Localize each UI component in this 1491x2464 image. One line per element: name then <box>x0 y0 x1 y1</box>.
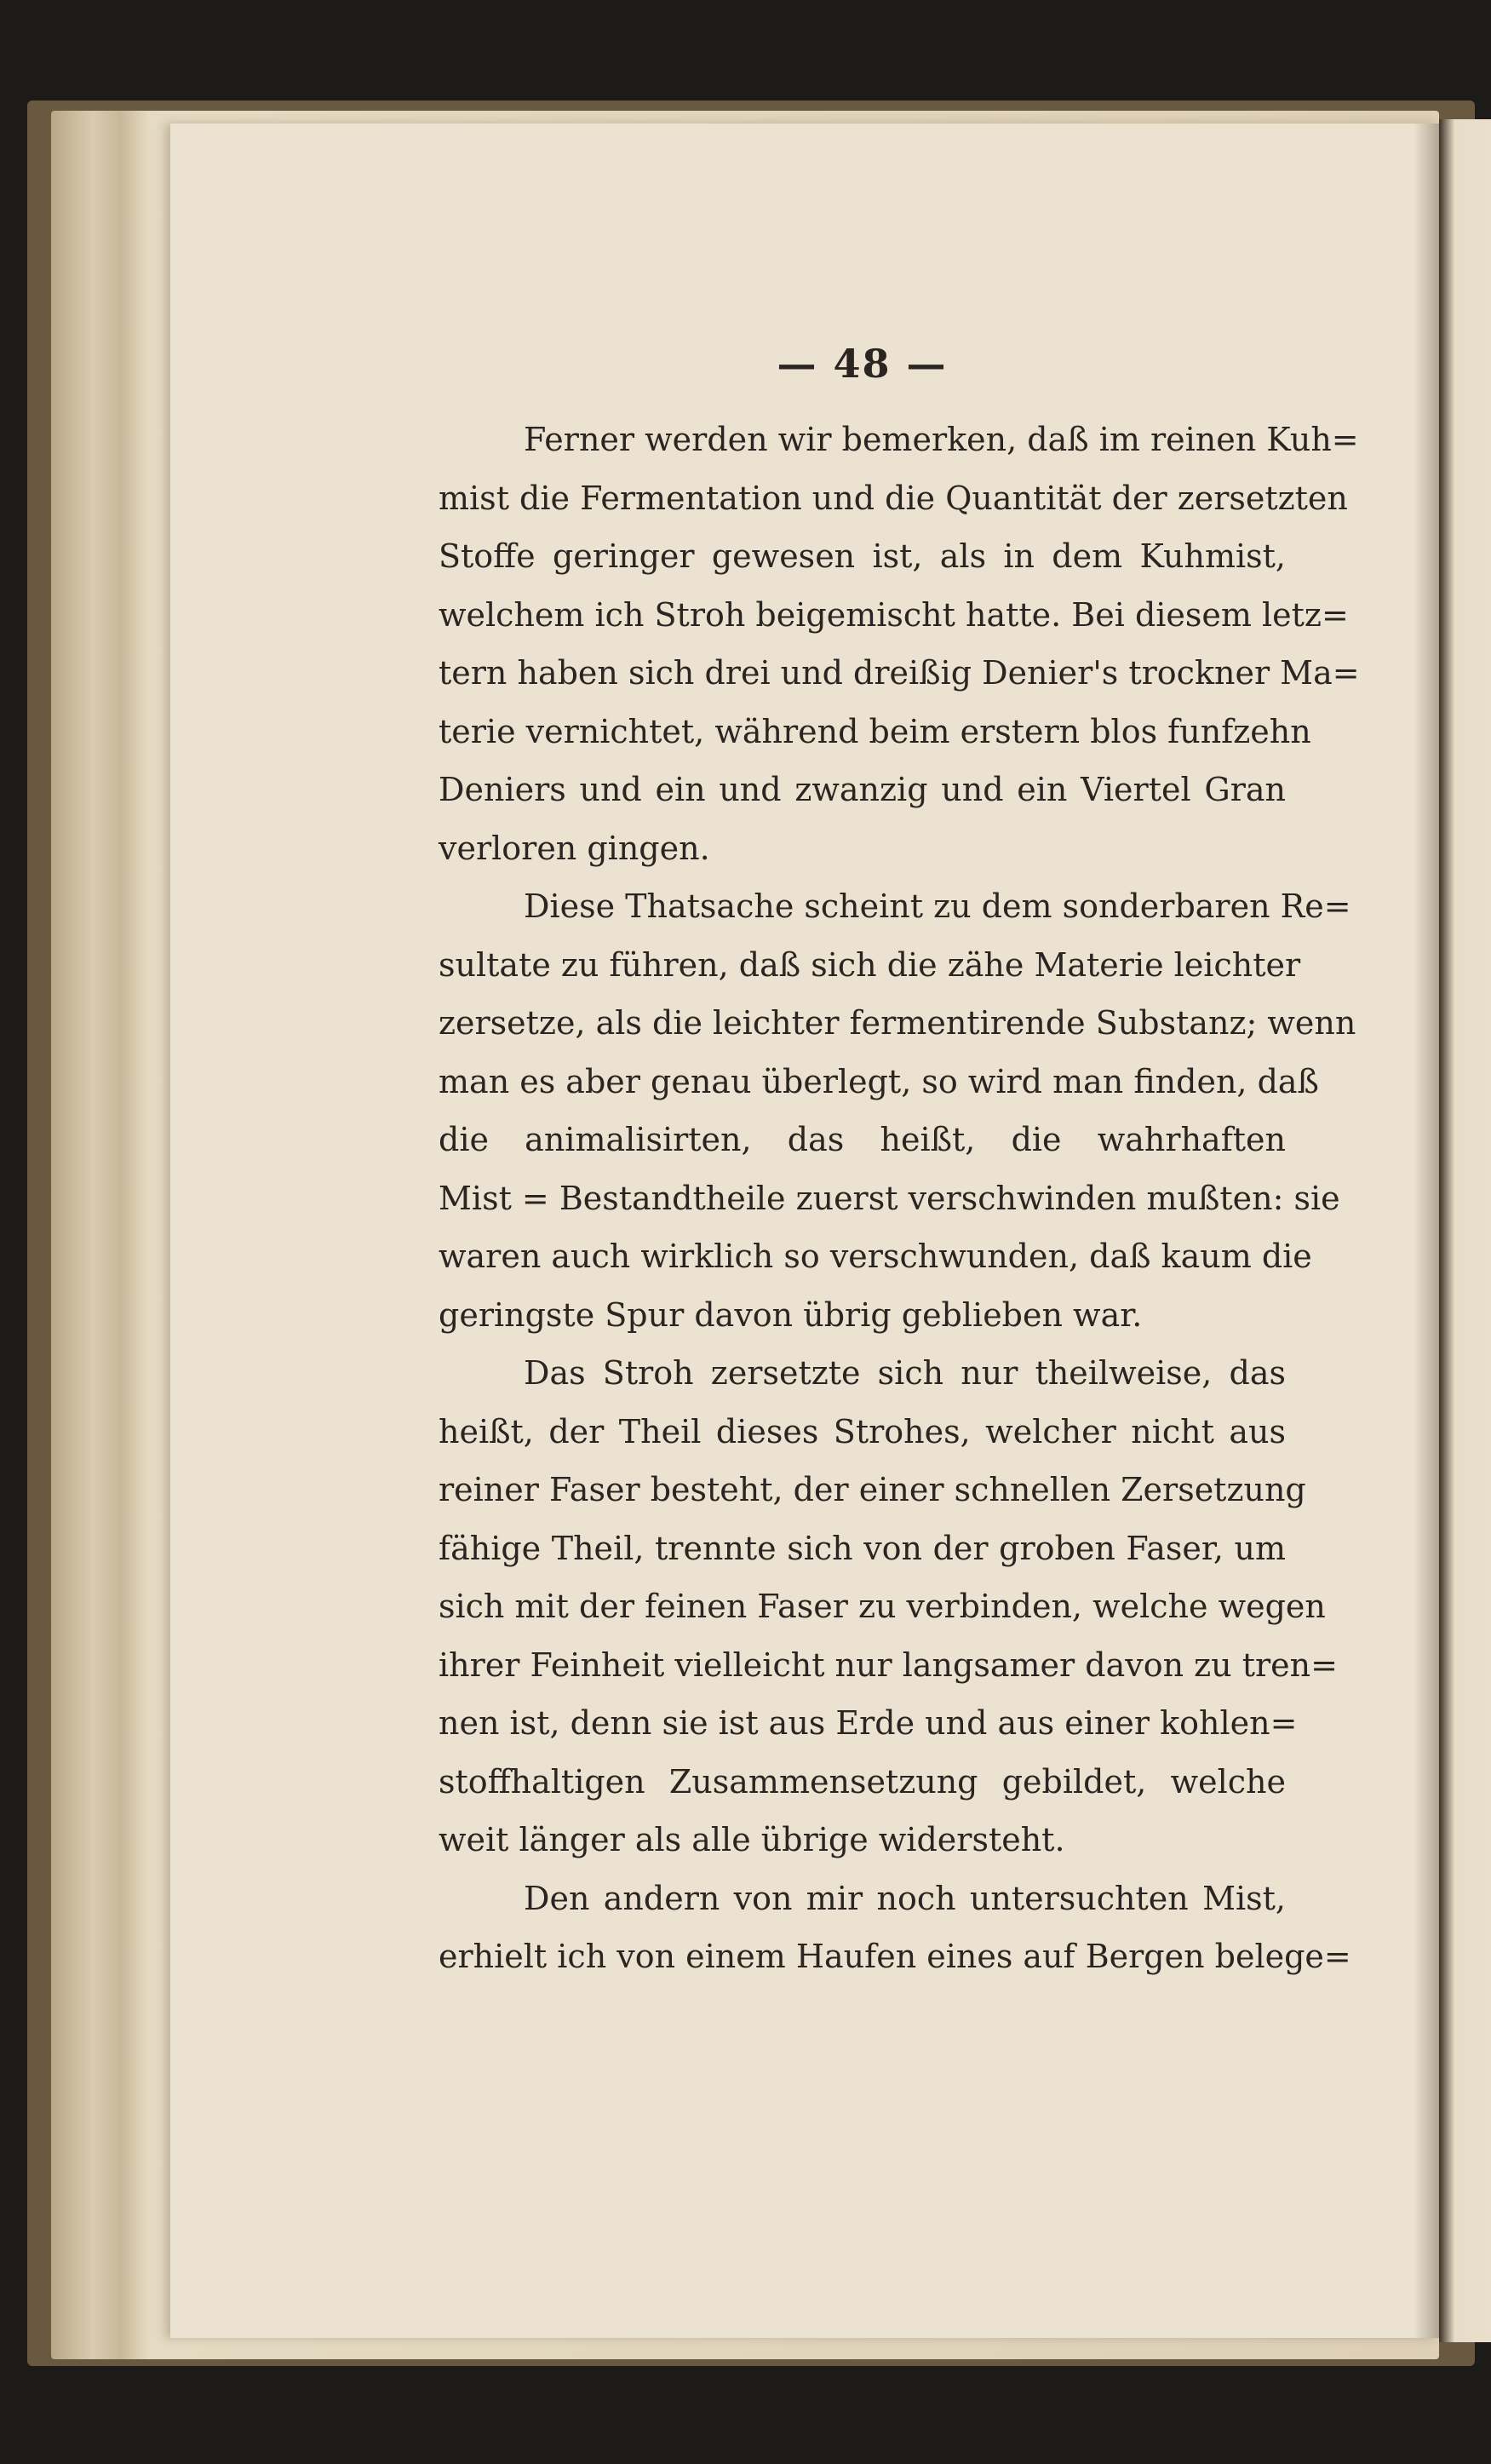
text-line: nen ist, denn sie ist aus Erde und aus einer kohlen= <box>439 1704 1298 1742</box>
text-lines <box>439 411 1360 1986</box>
facing-page-edge <box>1439 119 1491 2342</box>
text-line: weit länger als alle übrige widersteht. <box>439 1821 1065 1858</box>
text-line: man es aber genau überlegt, so wird man finden, daß <box>439 1062 1319 1100</box>
text-line: verloren gingen. <box>439 829 710 867</box>
text-line: mist die Fermentation und die Quantität der zersetzten <box>439 479 1348 517</box>
text-line: die animalisirten, das heißt, die wahrhaften <box>439 1121 1286 1158</box>
text-line: Das Stroh zersetzte sich nur theilweise, das <box>524 1354 1286 1392</box>
text-line: heißt, der Theil dieses Strohes, welcher nicht aus <box>439 1412 1286 1450</box>
text-line: Diese Thatsache scheint zu dem sonderbaren Re= <box>524 887 1351 925</box>
text-line: fähige Theil, trennte sich von der groben Faser, um <box>439 1529 1286 1567</box>
gutter-shadow <box>1414 123 1439 2338</box>
text-line: tern haben sich drei und dreißig Denier's trockner Ma= <box>439 654 1360 692</box>
text-line: zersetze, als die leichter fermentirende Substanz; wenn <box>439 1004 1356 1042</box>
text-line: terie vernichtet, während beim erstern blos funfzehn <box>439 712 1311 750</box>
text-line: Ferner werden wir bemerken, daß im reinen Kuh= <box>524 421 1359 458</box>
text-line: welchem ich Stroh beigemischt hatte. Bei diesem letz= <box>439 595 1349 634</box>
text-line: waren auch wirklich so verschwunden, daß kaum die <box>439 1238 1312 1275</box>
text-line: Den andern von mir noch untersuchten Mist, <box>524 1879 1286 1917</box>
text-line: stoffhaltigen Zusammensetzung gebildet, welche <box>439 1762 1286 1801</box>
text-line: Stoffe geringer gewesen ist, als in dem Kuhmist, <box>439 537 1286 575</box>
text-line: Deniers und ein und zwanzig und ein Viertel Gran <box>439 771 1286 808</box>
text-line: erhielt ich von einem Haufen eines auf Bergen belege= <box>439 1938 1351 1975</box>
page-text <box>439 341 1360 1986</box>
text-line: sultate zu führen, daß sich die zähe Materie leichter <box>439 945 1301 984</box>
text-line: geringste Spur davon übrig geblieben war. <box>439 1295 1143 1334</box>
text-line: Mist = Bestandtheile zuerst verschwinden mußten: sie <box>439 1179 1340 1217</box>
text-line: sich mit der feinen Faser zu verbinden, welche wegen <box>439 1588 1326 1625</box>
page-number: — 48 — <box>777 341 948 387</box>
text-line: ihrer Feinheit vielleicht nur langsamer davon zu tren= <box>439 1646 1338 1684</box>
text-line: reiner Faser besteht, der einer schnellen Zersetzung <box>439 1471 1306 1508</box>
